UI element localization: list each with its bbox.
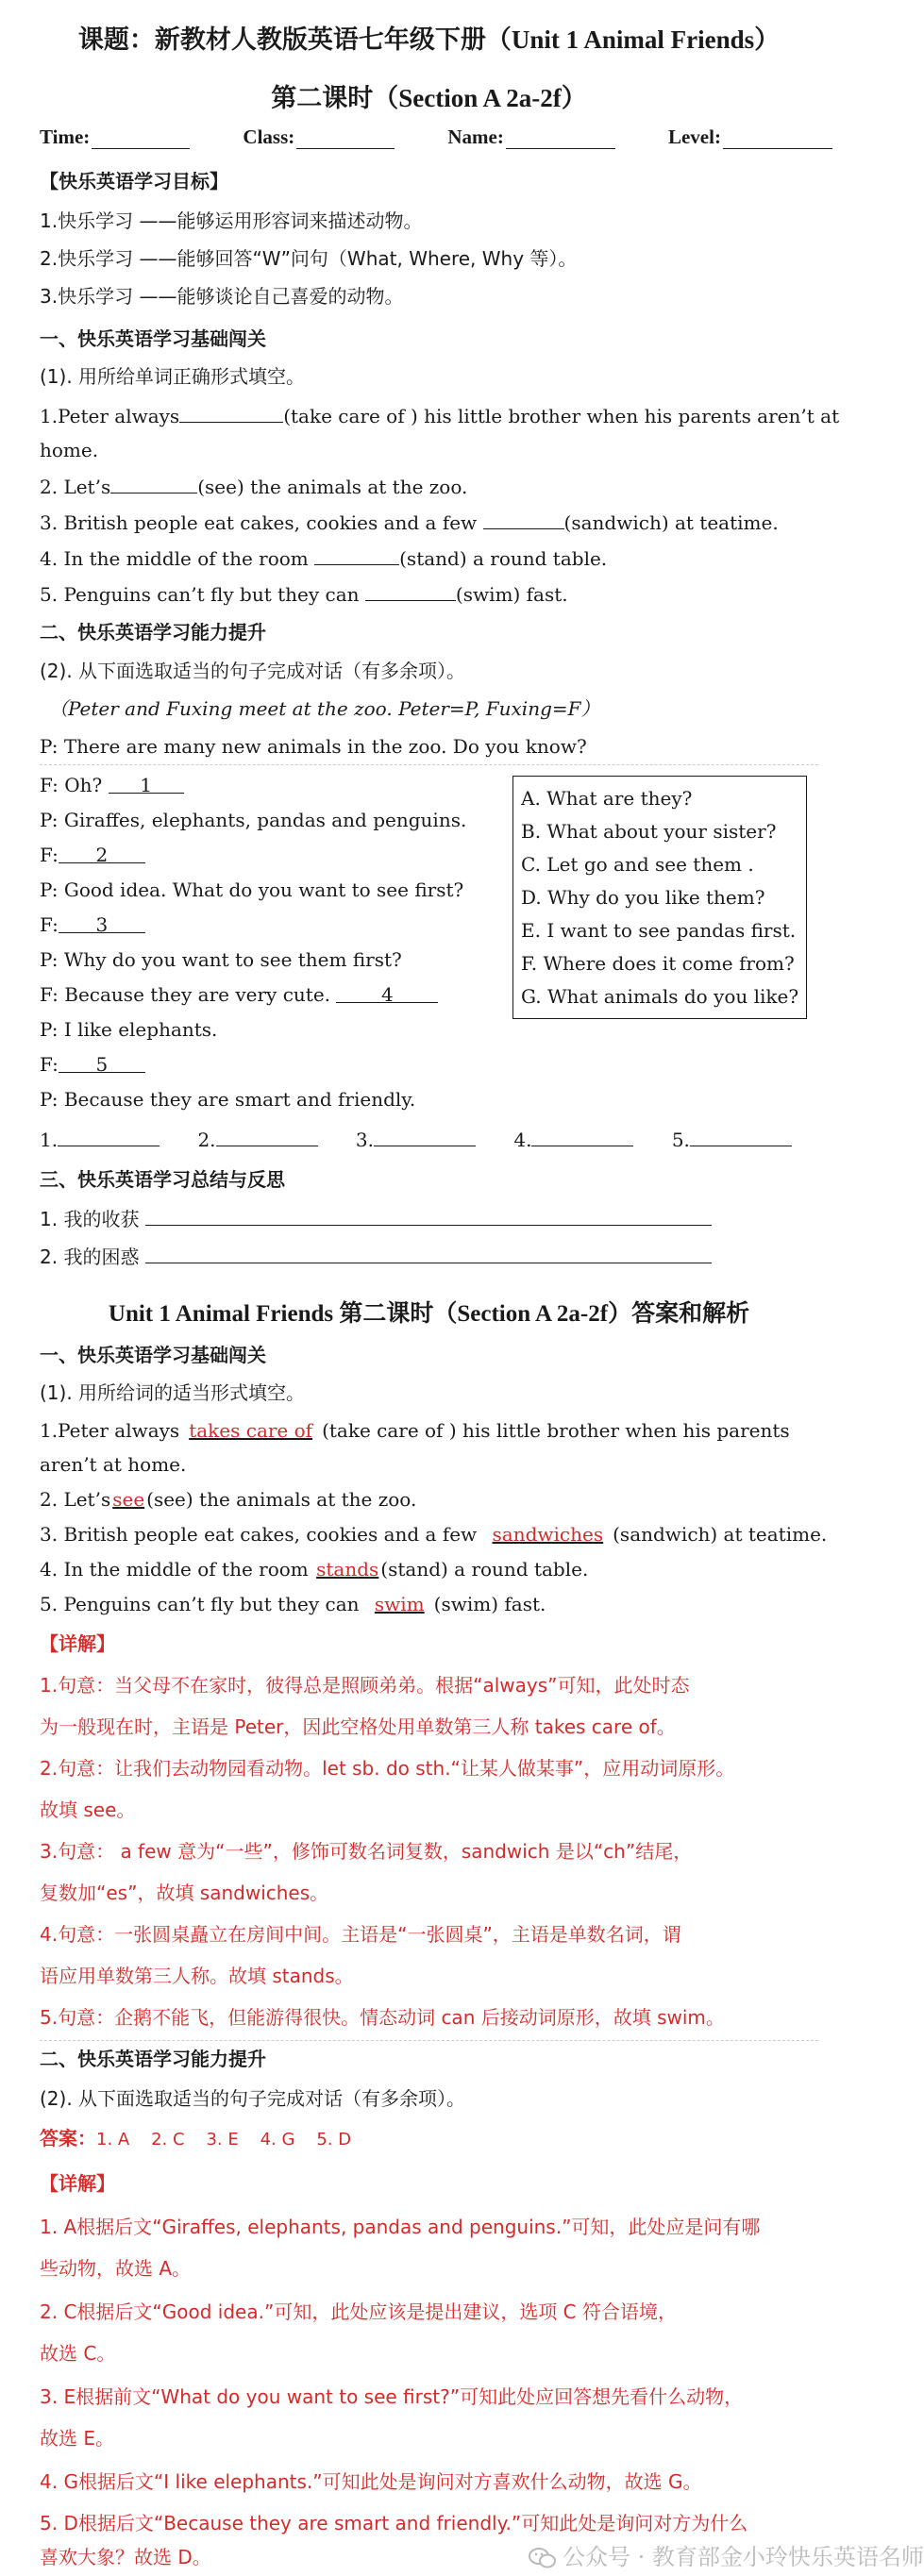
blank-number: 4	[381, 983, 394, 1006]
q3-blank	[483, 508, 564, 529]
explain-line: 2. C根据后文“Good idea.”可知，此处应该是提出建议，选项 C 符合语境，	[40, 2300, 677, 2323]
a2-answer: see	[112, 1488, 145, 1511]
blank-number: 3	[95, 913, 109, 936]
a2-pre: 2. Let’s	[40, 1488, 111, 1511]
q2-post: (see) the animals at the zoo.	[197, 476, 468, 498]
a3-answer: sandwiches	[492, 1523, 604, 1546]
explain-line: 故选 C。	[40, 2342, 116, 2365]
q3-pre: 3. British people eat cakes, cookies and a few	[40, 511, 478, 534]
q3-post: (sandwich) at teatime.	[563, 511, 779, 534]
answer-slot-label: 1.	[40, 1129, 59, 1151]
blank-number: 1	[140, 774, 152, 796]
blank-number: 5	[95, 1053, 109, 1076]
student-info-row	[40, 125, 832, 149]
q4-pre: 4. In the middle of the room	[40, 547, 309, 570]
part2-answer-key	[40, 2125, 830, 2153]
goal-item: 3.快乐学习 ——能够谈论自己喜爱的动物。	[40, 285, 404, 308]
blank-number: 2	[95, 844, 109, 866]
dialog-speaker: F:	[40, 913, 59, 936]
q1-blank	[179, 401, 283, 423]
option-item: G. What animals do you like?	[521, 985, 799, 1008]
a4-post: (stand) a round table.	[380, 1558, 589, 1581]
a1-answer: takes care of	[189, 1419, 313, 1442]
dialog-blank-2	[59, 842, 145, 866]
wechat-watermark	[529, 2538, 924, 2571]
watermark-text: 公众号 · 教育部金小玲快乐英语名师	[563, 2544, 924, 2570]
a3-pre: 3. British people eat cakes, cookies and a few	[40, 1523, 478, 1546]
a4-pre: 4. In the middle of the room	[40, 1558, 309, 1581]
part2-heading: 二、快乐英语学习能力提升	[40, 621, 266, 644]
answer-slot-label: 2.	[197, 1129, 216, 1151]
a1-post: (take care of ) his little brother when his parents	[322, 1419, 790, 1442]
gains-label: 1. 我的收获	[40, 1208, 140, 1230]
a5-answer: swim	[374, 1593, 425, 1615]
question-4	[40, 544, 830, 572]
explain-line: 5. D根据后文“Because they are smart and friendly.”可知此处是询问对方为什么	[40, 2512, 748, 2534]
answer-5	[40, 1591, 830, 1617]
answer-4	[40, 1556, 830, 1582]
dashed-divider	[40, 2040, 818, 2041]
explain-line: 2.句意：让我们去动物园看动物。let sb. do sth.“让某人做某事”，应用动词原形。	[40, 1757, 735, 1780]
answer-slot-label: 5.	[671, 1129, 690, 1151]
time-field	[40, 125, 190, 149]
dialog-line: P: Giraffes, elephants, pandas and penguins.	[40, 809, 467, 831]
option-item: D. Why do you like them?	[521, 886, 765, 909]
part1-instruction: (1). 用所给单词正确形式填空。	[40, 365, 306, 388]
class-blank	[296, 127, 395, 149]
option-item: B. What about your sister?	[521, 820, 777, 843]
time-label: Time:	[40, 125, 91, 148]
wechat-icon	[529, 2547, 557, 2569]
part3-heading: 三、快乐英语学习总结与反思	[40, 1168, 285, 1191]
dialog-blank-5	[59, 1051, 145, 1076]
a3-post: (sandwich) at teatime.	[613, 1523, 828, 1546]
answer-slot-blank	[531, 1125, 633, 1146]
explain-line: 复数加“es”，故填 sandwiches。	[40, 1882, 329, 1904]
explain-heading: 【详解】	[40, 1632, 115, 1655]
dashed-divider	[40, 764, 818, 765]
answer-slot-blank	[58, 1125, 160, 1146]
explain-line: 4. G根据后文“I like elephants.”可知此处是询问对方喜欢什么动物，故选 G。	[40, 2470, 702, 2493]
q5-blank	[365, 579, 456, 601]
option-item: C. Let go and see them .	[521, 853, 754, 876]
page-title: 课题：新教材人教版英语七年级下册（Unit 1 Animal Friends）	[77, 25, 781, 54]
doubts-label: 2. 我的困惑	[40, 1246, 140, 1268]
answer-slot-label: 3.	[355, 1129, 374, 1151]
class-field	[243, 125, 395, 149]
part1-heading: 一、快乐英语学习基础闯关	[40, 327, 266, 350]
dialog-context: （Peter and Fuxing meet at the zoo. Peter=P, Fuxing=F）	[49, 697, 600, 720]
q1-pre: 1.Peter always	[40, 405, 180, 427]
class-label: Class:	[243, 125, 295, 148]
dialog-line	[40, 1051, 830, 1078]
dialog-blank-1	[109, 772, 184, 794]
explain-line: 1. A根据后文“Giraffes, elephants, pandas and penguins.”可知，此处应是问有哪	[40, 2216, 761, 2238]
dialog-line: P: Good idea. What do you want to see first?	[40, 878, 464, 901]
question-1-cont: home.	[40, 439, 99, 461]
dialog-speaker: F:	[40, 1053, 59, 1076]
option-item: A. What are they?	[521, 787, 693, 810]
q2-blank	[110, 472, 197, 493]
goals-heading: 【快乐英语学习目标】	[40, 170, 228, 192]
dialog-blank-4	[336, 981, 438, 1006]
a5-post: (swim) fast.	[433, 1593, 546, 1615]
question-2	[40, 472, 830, 500]
dialog-line: P: Because they are smart and friendly.	[40, 1088, 416, 1111]
answers-part2-heading: 二、快乐英语学习能力提升	[40, 2048, 266, 2070]
answers-part1-heading: 一、快乐英语学习基础闯关	[40, 1344, 266, 1366]
level-label: Level:	[667, 125, 721, 148]
explain-line: 4.句意：一张圆桌矗立在房间中间。主语是“一张圆桌”，主语是单数名词，谓	[40, 1923, 681, 1946]
gains-blank	[145, 1204, 712, 1226]
answer-slot-blank	[216, 1125, 318, 1146]
explain-line: 故填 see。	[40, 1798, 136, 1821]
explain-line: 故选 E。	[40, 2427, 114, 2450]
part2-instruction: (2). 从下面选取适当的句子完成对话（有多余项）。	[40, 660, 466, 682]
dialog-blank-3	[59, 912, 145, 936]
reflection-gains	[40, 1204, 830, 1232]
explain-line: 3. E根据前文“What do you want to see first?”可知此处应回答想先看什么动物，	[40, 2385, 744, 2408]
goal-item: 1.快乐学习 ——能够运用形容词来描述动物。	[40, 209, 423, 232]
reflection-doubts	[40, 1242, 830, 1270]
name-label: Name:	[447, 125, 504, 148]
answer-1	[40, 1417, 830, 1444]
time-blank	[92, 127, 190, 149]
level-field	[668, 125, 832, 149]
answer-slot-blank	[690, 1125, 792, 1146]
answer-slot-label: 4.	[513, 1129, 532, 1151]
explain-line: 些动物，故选 A。	[40, 2257, 192, 2280]
a5-pre: 5. Penguins can’t fly but they can	[40, 1593, 360, 1615]
q5-pre: 5. Penguins can’t fly but they can	[40, 583, 360, 606]
level-blank	[723, 127, 832, 149]
options-box	[512, 776, 807, 1019]
answer-key-values: 1. A 2. C 3. E 4. G 5. D	[96, 2130, 352, 2149]
doubts-blank	[145, 1242, 712, 1263]
a2-post: (see) the animals at the zoo.	[146, 1488, 417, 1511]
explain-line: 喜欢大象？故选 D。	[40, 2546, 211, 2568]
name-blank	[506, 127, 615, 149]
q4-post: (stand) a round table.	[399, 547, 608, 570]
a1-pre: 1.Peter always	[40, 1419, 180, 1442]
q2-pre: 2. Let’s	[40, 476, 111, 498]
answer-key-label: 答案：	[40, 2127, 96, 2149]
question-3	[40, 508, 830, 536]
answers-title: Unit 1 Animal Friends 第二课时（Section A 2a-2f）答案和解析	[108, 1301, 750, 1327]
question-5	[40, 579, 830, 608]
dialog-line: P: Why do you want to see them first?	[40, 948, 402, 971]
answer-slot-blank	[374, 1125, 476, 1146]
dialog-line: P: I like elephants.	[40, 1018, 218, 1041]
explain-line: 语应用单数第三人称。故填 stands。	[40, 1965, 354, 1987]
question-1	[40, 401, 840, 429]
explain-heading: 【详解】	[40, 2172, 115, 2195]
option-item: F. Where does it come from?	[521, 952, 795, 975]
dialog-speaker: F:	[40, 844, 59, 866]
lesson-subtitle: 第二课时（Section A 2a-2f）	[271, 84, 587, 112]
goal-item: 2.快乐学习 ——能够回答“W”问句（What, Where, Why 等）。	[40, 247, 578, 270]
a4-answer: stands	[316, 1558, 379, 1581]
explain-line: 1.句意：当父母不在家时，彼得总是照顾弟弟。根据“always”可知，此处时态	[40, 1674, 690, 1697]
explain-line: 5.句意：企鹅不能飞，但能游得很快。情态动词 can 后接动词原形，故填 swim。	[40, 2006, 725, 2029]
q4-blank	[314, 544, 399, 565]
answer-2	[40, 1486, 830, 1513]
dialog-speaker: F: Oh?	[40, 774, 103, 796]
answers-part1-instruction: (1). 用所给词的适当形式填空。	[40, 1381, 306, 1404]
explain-line: 为一般现在时，主语是 Peter，因此空格处用单数第三人称 takes care of。	[40, 1715, 676, 1738]
answers-part2-instruction: (2). 从下面选取适当的句子完成对话（有多余项）。	[40, 2087, 466, 2110]
dialog-line: P: There are many new animals in the zoo. Do you know?	[40, 735, 587, 758]
q5-post: (swim) fast.	[455, 583, 568, 606]
explain-line: 3.句意： a few 意为“一些”，修饰可数名词复数，sandwich 是以“ch”结尾，	[40, 1840, 693, 1863]
name-field	[447, 125, 614, 149]
option-item: E. I want to see pandas first.	[521, 919, 797, 942]
answer-3	[40, 1521, 830, 1547]
answer-1-cont: aren’t at home.	[40, 1453, 187, 1476]
answer-slots-row	[40, 1125, 830, 1153]
dialog-text: F: Because they are very cute.	[40, 983, 331, 1006]
q1-post: (take care of ) his little brother when his parents aren’t at	[283, 405, 840, 427]
